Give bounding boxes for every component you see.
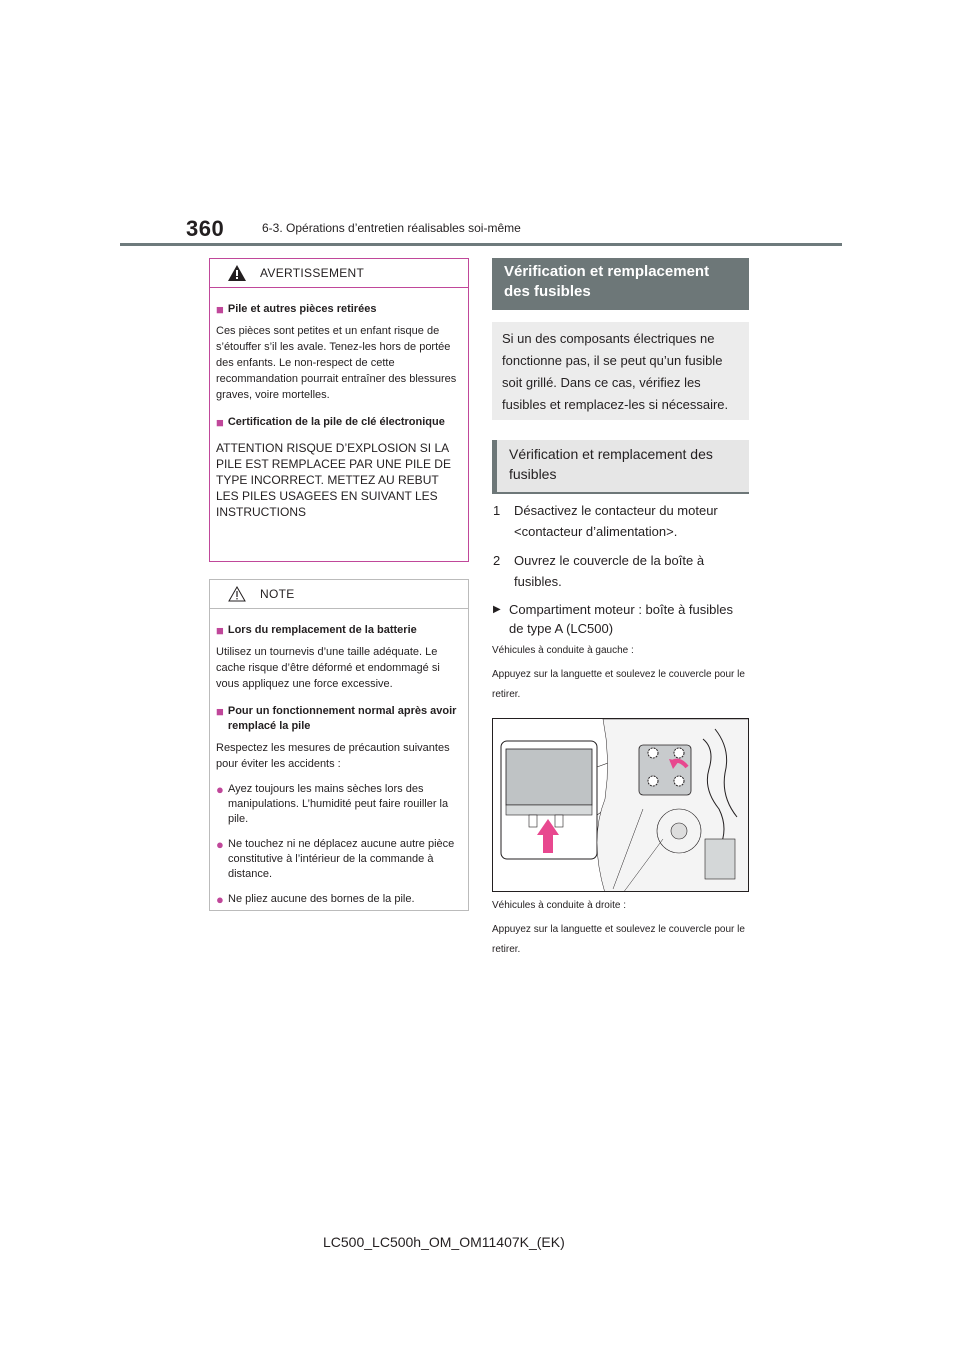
square-bullet-icon: ■	[216, 623, 224, 638]
square-bullet-icon: ■	[216, 704, 224, 719]
page-number: 360	[186, 216, 225, 241]
bullet-dot-icon: ●	[216, 782, 224, 797]
warning-header	[210, 259, 468, 288]
warning-section1-text: Ces pièces sont petites et un enfant risque de s’étouffer s’il les avale. Tenez-les hors de portée des enfants. Le non-respect de cette recommandation pourrait entraîner des blessures graves, voire mortelles.	[216, 325, 457, 401]
list-item: ● Ne touchez ni ne déplacez aucune autre pièce constitutive à l’intérieur de la commande à distance.	[216, 837, 455, 880]
section-header: 6-3. Opérations d’entretien réalisables soi-même	[262, 221, 521, 235]
warning-section2-text: ATTENTION RISQUE D’EXPLOSION SI LA PILE EST REMPLACEE PAR UNE PILE DE TYPE INCORRECT. METTEZ AU REBUT LES PILES USAGEES EN SUIVANT LES INSTRUCTIONS	[216, 441, 451, 519]
triangle-arrow-icon: ▶	[493, 604, 501, 615]
bullet-dot-icon: ●	[216, 837, 224, 852]
rhd-label: Véhicules à conduite à droite :	[492, 900, 626, 911]
note-title: NOTE	[260, 587, 295, 601]
list-item: ● Ayez toujours les mains sèches lors des manipulations. L’humidité peut faire rouiller la pile.	[216, 782, 449, 825]
intro-text: Si un des composants électriques ne fonctionne pas, il se peut qu’un fusible soit grillé. Dans ce cas, vérifiez les fusibles et remplacez-les si nécessaire.	[492, 322, 749, 420]
note-section1-title: ■ Lors du remplacement de la batterie	[216, 623, 417, 638]
section-title: Vérification et remplacement des fusibles	[492, 258, 749, 310]
square-bullet-icon: ■	[216, 415, 224, 430]
warning-icon	[228, 265, 246, 281]
footer-doc-code: LC500_LC500h_OM_OM11407K_(EK)	[323, 1234, 565, 1250]
fuse-box-illustration	[492, 718, 749, 892]
square-bullet-icon: ■	[216, 302, 224, 317]
lhd-label: Véhicules à conduite à gauche :	[492, 645, 634, 656]
subsection-title: Vérification et remplacement des fusibles	[492, 440, 749, 494]
step-2: 2 Ouvrez le couvercle de la boîte à fusibles.	[493, 553, 705, 589]
lhd-text: Appuyez sur la languette et soulevez le couvercle pour le retirer.	[492, 669, 745, 700]
engine-compartment-drawing	[493, 719, 749, 892]
rhd-text: Appuyez sur la languette et soulevez le couvercle pour le retirer.	[492, 924, 745, 955]
note-box	[209, 579, 469, 911]
arrow-item: ▶ Compartiment moteur : boîte à fusibles de type A (LC500)	[493, 602, 733, 636]
list-item: ● Ne pliez aucune des bornes de la pile.	[216, 892, 415, 907]
warning-title: AVERTISSEMENT	[260, 266, 365, 280]
note-header	[210, 580, 468, 609]
note-section2-text: Respectez les mesures de précaution suivantes pour éviter les accidents :	[216, 742, 450, 770]
caution-icon	[228, 586, 246, 602]
note-section2-title: ■ Pour un fonctionnement normal après avoir remplacé la pile	[216, 704, 457, 732]
step-1: 1 Désactivez le contacteur du moteur <contacteur d’alimentation>.	[493, 503, 718, 539]
warning-section2-title: ■ Certification de la pile de clé électronique	[216, 415, 445, 430]
warning-section1-title: ■ Pile et autres pièces retirées	[216, 302, 377, 317]
bullet-dot-icon: ●	[216, 892, 224, 907]
warning-box	[209, 258, 469, 562]
note-section1-text: Utilisez un tournevis d’une taille adéquate. Le cache risque d’être déformé et endommagé si vous appliquez une force excessive.	[216, 646, 440, 690]
header-rule	[120, 243, 842, 246]
